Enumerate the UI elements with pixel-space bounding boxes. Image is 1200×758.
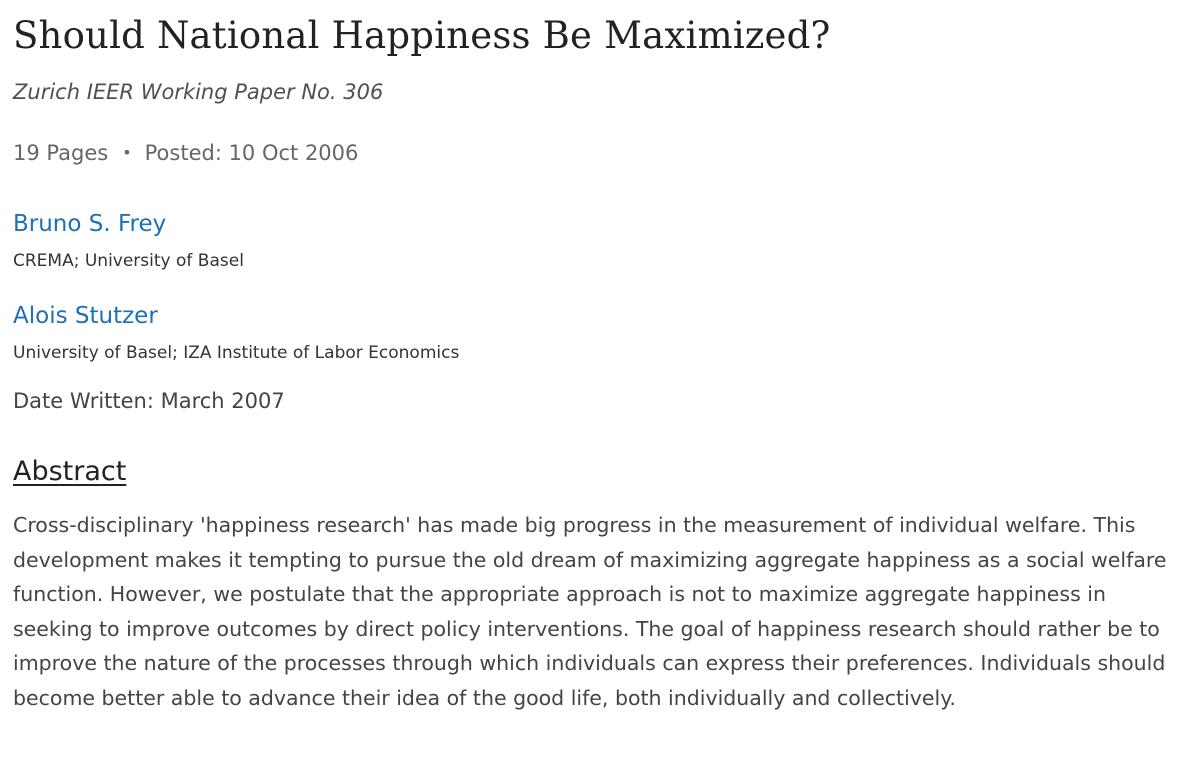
author-affiliation-frey: CREMA; University of Basel xyxy=(13,251,244,271)
author-affiliation-stutzer: University of Basel; IZA Institute of Labor Economics xyxy=(13,343,460,363)
author-link-frey[interactable]: Bruno S. Frey xyxy=(13,211,167,237)
abstract-text: Cross-disciplinary 'happiness research' has made big progress in the measurement of individual welfare. This development makes it tempting to pursue the old dream of maximizing aggregate happiness as a social welfare function. However, we postulate that the appropriate approach is not to maximize aggregate happiness in seeking to improve outcomes by direct policy interventions. The goal of happiness research should rather be to improve the nature of the processes through which individuals can express their preferences. Individuals should become better able to advance their idea of the good life, both individually and collectively. xyxy=(13,513,1167,710)
paper-series: Zurich IEER Working Paper No. 306 xyxy=(13,80,384,104)
meta-separator: • xyxy=(122,143,132,162)
date-written: Date Written: March 2007 xyxy=(13,389,285,413)
page-count: 19 Pages xyxy=(13,141,109,165)
author-link-stutzer[interactable]: Alois Stutzer xyxy=(13,303,158,329)
paper-title: Should National Happiness Be Maximized? xyxy=(13,14,831,57)
paper-meta xyxy=(13,141,358,165)
abstract-heading: Abstract xyxy=(13,456,127,487)
posted-date: Posted: 10 Oct 2006 xyxy=(144,141,359,165)
